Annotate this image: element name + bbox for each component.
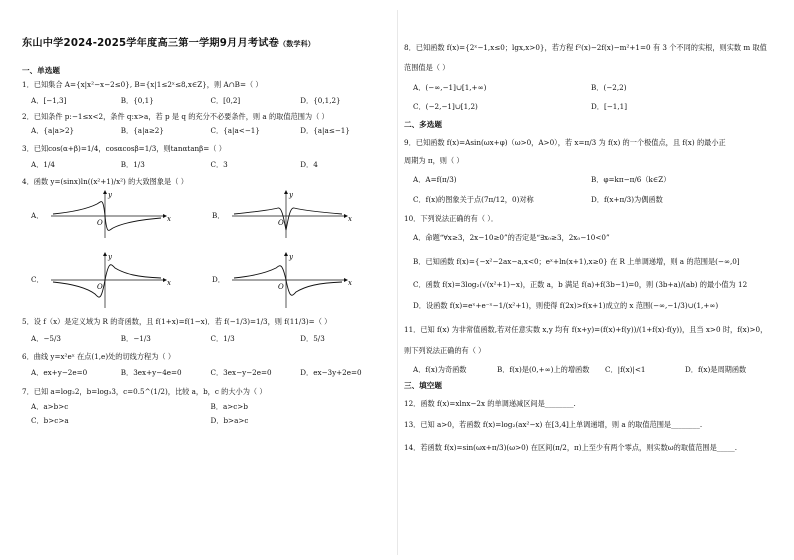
q10-option-b: B．已知函数 f(x)={−x²−2ax−a,x<0；eˣ+ln(x+1),x≥0} 在 R 上单调递增，则 a 的范围是(−∞,0] — [413, 256, 740, 266]
q6-option-c: C．3ex−y−2e=0 — [210, 368, 272, 378]
q4-graph-a-svg — [43, 190, 183, 242]
q7-option-a: A．a>b>c — [31, 401, 69, 411]
section-multiple-choice: 二、多选题 — [404, 120, 442, 130]
q3-stem: 3．已知cos(α+β)=1/4，cosαcosβ=1/3，则tanαtanβ=（ ） — [22, 143, 226, 153]
q4-option-a-label: A． — [31, 211, 44, 221]
q1-stem: 1．已知集合 A={x|x²−x−2≤0}, B={x|1≤2ˣ≤8,x∈Z}，则 A∩B=（ ） — [22, 80, 263, 90]
q4-option-b-label: B． — [212, 211, 225, 221]
q11-option-b: B．f(x)是(0,+∞)上的增函数 — [497, 364, 590, 374]
q8-options-row2 — [404, 103, 776, 111]
q9-options-row1 — [404, 176, 776, 184]
q8-option-d: D．[−1,1] — [591, 101, 628, 111]
q14-stem: 14．若函数 f(x)=sin(ωx+π/3)(ω>0) 在区间(π/2，π)上至少有两个零点，则实数ω的取值范围是_____. — [404, 442, 738, 452]
q4-a-y-label: y — [108, 191, 112, 200]
q4-a-origin: O — [97, 219, 103, 228]
left-column — [22, 28, 390, 425]
q4-d-x-label: x — [348, 279, 352, 288]
q6-option-d: D．ex−3y+2e=0 — [300, 368, 362, 378]
q4-a-x-label: x — [167, 215, 171, 224]
q8-option-b: B．(−2,2) — [591, 82, 627, 92]
q3-option-a: A．1/4 — [31, 159, 55, 169]
q4-option-c-label: C． — [31, 275, 44, 285]
q1-option-b: B．{0,1} — [120, 95, 154, 105]
q7-option-b: B．a>c>b — [210, 401, 248, 411]
q10-option-c: C．函数 f(x)=3log₂(√(x²+1)−x)，正数 a，b 满足 f(a)+f(3b−1)=0，则 (3b+a)/(ab) 的最小值为 12 — [413, 279, 748, 289]
q7-options-row1 — [22, 403, 390, 411]
q1-option-a: A．[−1,3] — [31, 95, 67, 105]
q3-options — [22, 161, 390, 169]
q10-option-d: D．设函数 f(x)=eˣ+e⁻ˣ−1/(x²+1)，则使得 f(2x)>f(x+1)成立的 x 范围(−∞,−1/3)∪(1,+∞) — [413, 301, 719, 311]
q4-b-origin: O — [278, 219, 284, 228]
q9-stem-continued: 周期为 π，则（ ） — [404, 156, 464, 166]
q4-c-origin: O — [97, 283, 103, 292]
q4-d-y-arrow-icon — [284, 252, 288, 256]
q4-d-curve — [234, 266, 342, 296]
q4-graph-options — [22, 186, 390, 316]
q4-c-curve — [53, 265, 161, 297]
q4-graph-b-svg — [224, 190, 364, 242]
q4-option-d-label: D． — [212, 275, 225, 285]
q4-b-y-label: y — [289, 191, 293, 200]
q9-options-row2 — [404, 196, 776, 204]
q4-c-y-label: y — [108, 253, 112, 262]
q11-option-a: A．f(x)为奇函数 — [413, 364, 467, 374]
q2-option-c: C．{a|a<−1} — [210, 126, 260, 136]
q6-option-b: B．3ex+y−4e=0 — [120, 368, 182, 378]
q1-option-d: D．{0,1,2} — [300, 95, 341, 105]
exam-title: 东山中学2024-2025学年度高三第一学期9月月考试卷（数学科） — [22, 38, 315, 49]
q3-option-d: D．4 — [300, 159, 318, 169]
q9-option-b: B．φ=kπ−π/6（k∈Z） — [591, 175, 671, 185]
q4-d-y-label: y — [289, 253, 293, 262]
q2-stem: 2．已知条件 p:−1≤x<2，条件 q:x>a，若 p 是 q 的充分不必要条件，则 a 的取值范围为（ ） — [22, 112, 329, 121]
q5-option-b: B．−1/3 — [120, 333, 151, 343]
q4-b-curve — [234, 208, 342, 230]
q7-option-d: D．b>a>c — [210, 416, 249, 426]
q5-stem: 5．设 f（x）是定义域为 R 的奇函数，且 f(1+x)=f(1−x)．若 f(−1/3)=1/3，则 f(11/3)=（ ） — [22, 317, 332, 327]
q1-options — [22, 97, 390, 105]
q1-option-c: C．[0,2] — [210, 95, 241, 105]
q5-option-c: C．1/3 — [210, 333, 235, 343]
q3-option-b: B．1/3 — [120, 159, 145, 169]
q13-stem: 13．已知 a>0，若函数 f(x)=log₂(ax²−x) 在[3,4]上单调递增，则 a 的取值范围是________. — [404, 420, 703, 430]
q8-option-a: A．(−∞,−1]∪[1,+∞) — [413, 82, 487, 92]
q11-option-c: C．|f(x)|<1 — [605, 364, 646, 374]
q7-options-row2 — [22, 417, 390, 425]
q6-options — [22, 369, 390, 377]
q2-option-b: B．{a|a≥2} — [120, 126, 164, 136]
q5-options — [22, 335, 390, 343]
q4-a-y-arrow-icon — [103, 190, 107, 194]
q2-option-a: A．{a|a>2} — [31, 126, 75, 136]
section-fill-in: 三、填空题 — [404, 381, 442, 391]
q6-option-a: A．ex+y−2e=0 — [31, 368, 88, 378]
q8-options-row1 — [404, 84, 776, 92]
q7-stem: 7．已知 a=log₂2，b=log₃3，c=0.5^(1/2)，比较 a，b，c 的大小为（ ） — [22, 386, 267, 396]
q4-graph-c-svg — [43, 252, 183, 312]
q8-stem-continued: 范围值是（ ） — [404, 63, 450, 73]
q8-option-c: C．(−2,−1]∪[1,2) — [413, 101, 478, 111]
q4-stem: 4．函数 y=(sinx)ln((x²+1)/x²) 的大致图象是（ ） — [22, 177, 188, 187]
q6-stem: 6．曲线 y=x²eˣ 在点(1,e)处的切线方程为（ ） — [22, 351, 176, 361]
q5-option-a: A．−5/3 — [31, 333, 61, 343]
q10-option-a: A．命题“∀x≥3，2x−10≥0”的否定是“∃x₀≥3，2x₀−10<0” — [413, 233, 610, 243]
q4-graph-d-svg — [224, 252, 364, 312]
q8-stem: 8．已知函数 f(x)={2ˣ−1,x≤0；lgx,x>0}，若方程 f²(x)−2f(x)−m²+1=0 有 3 个不同的实根，则实数 m 取值 — [404, 43, 767, 52]
q4-d-origin: O — [278, 283, 284, 292]
q2-option-d: D．{a|a≤−1} — [300, 126, 350, 136]
q11-stem: 11．已知 f(x) 为非常值函数,若对任意实数 x,y 均有 f(x+y)=(f(x)+f(y))/(1+f(x)·f(y))，且当 x>0 时，f(x)>0， — [404, 325, 768, 335]
q4-b-x-label: x — [348, 215, 352, 224]
q2-options — [22, 127, 390, 135]
q11-options — [404, 366, 776, 374]
column-divider — [397, 10, 398, 555]
q4-c-y-arrow-icon — [103, 252, 107, 256]
q4-c-x-label: x — [167, 279, 171, 288]
q10-stem: 10．下列说法正确的有（ ）． — [404, 213, 499, 223]
q4-b-y-arrow-icon — [284, 190, 288, 194]
q5-option-d: D．5/3 — [300, 333, 325, 343]
q11-stem-continued: 则下列说法正确的有（ ） — [404, 345, 486, 355]
exam-subtitle: （数学科） — [279, 40, 315, 48]
right-column — [404, 28, 776, 452]
q9-stem: 9．已知函数 f(x)=Asin(ωx+φ)（ω>0，A>0），若 x=π/3 为 f(x) 的一个极值点，且 f(x) 的最小正 — [404, 137, 726, 147]
q12-stem: 12．函数 f(x)=xlnx−2x 的单调递减区间是________. — [404, 398, 576, 408]
q3-option-c: C．3 — [210, 159, 228, 169]
section-single-choice: 一、单选题 — [22, 65, 60, 75]
q11-option-d: D．f(x)是周期函数 — [685, 364, 747, 374]
q9-option-c: C．f(x)的图象关于点(7π/12，0)对称 — [413, 194, 534, 204]
q9-option-d: D．f(x+π/3)为偶函数 — [591, 194, 663, 204]
q7-option-c: C．b>c>a — [31, 416, 69, 426]
q9-option-a: A．A=f(π/3) — [413, 175, 457, 185]
